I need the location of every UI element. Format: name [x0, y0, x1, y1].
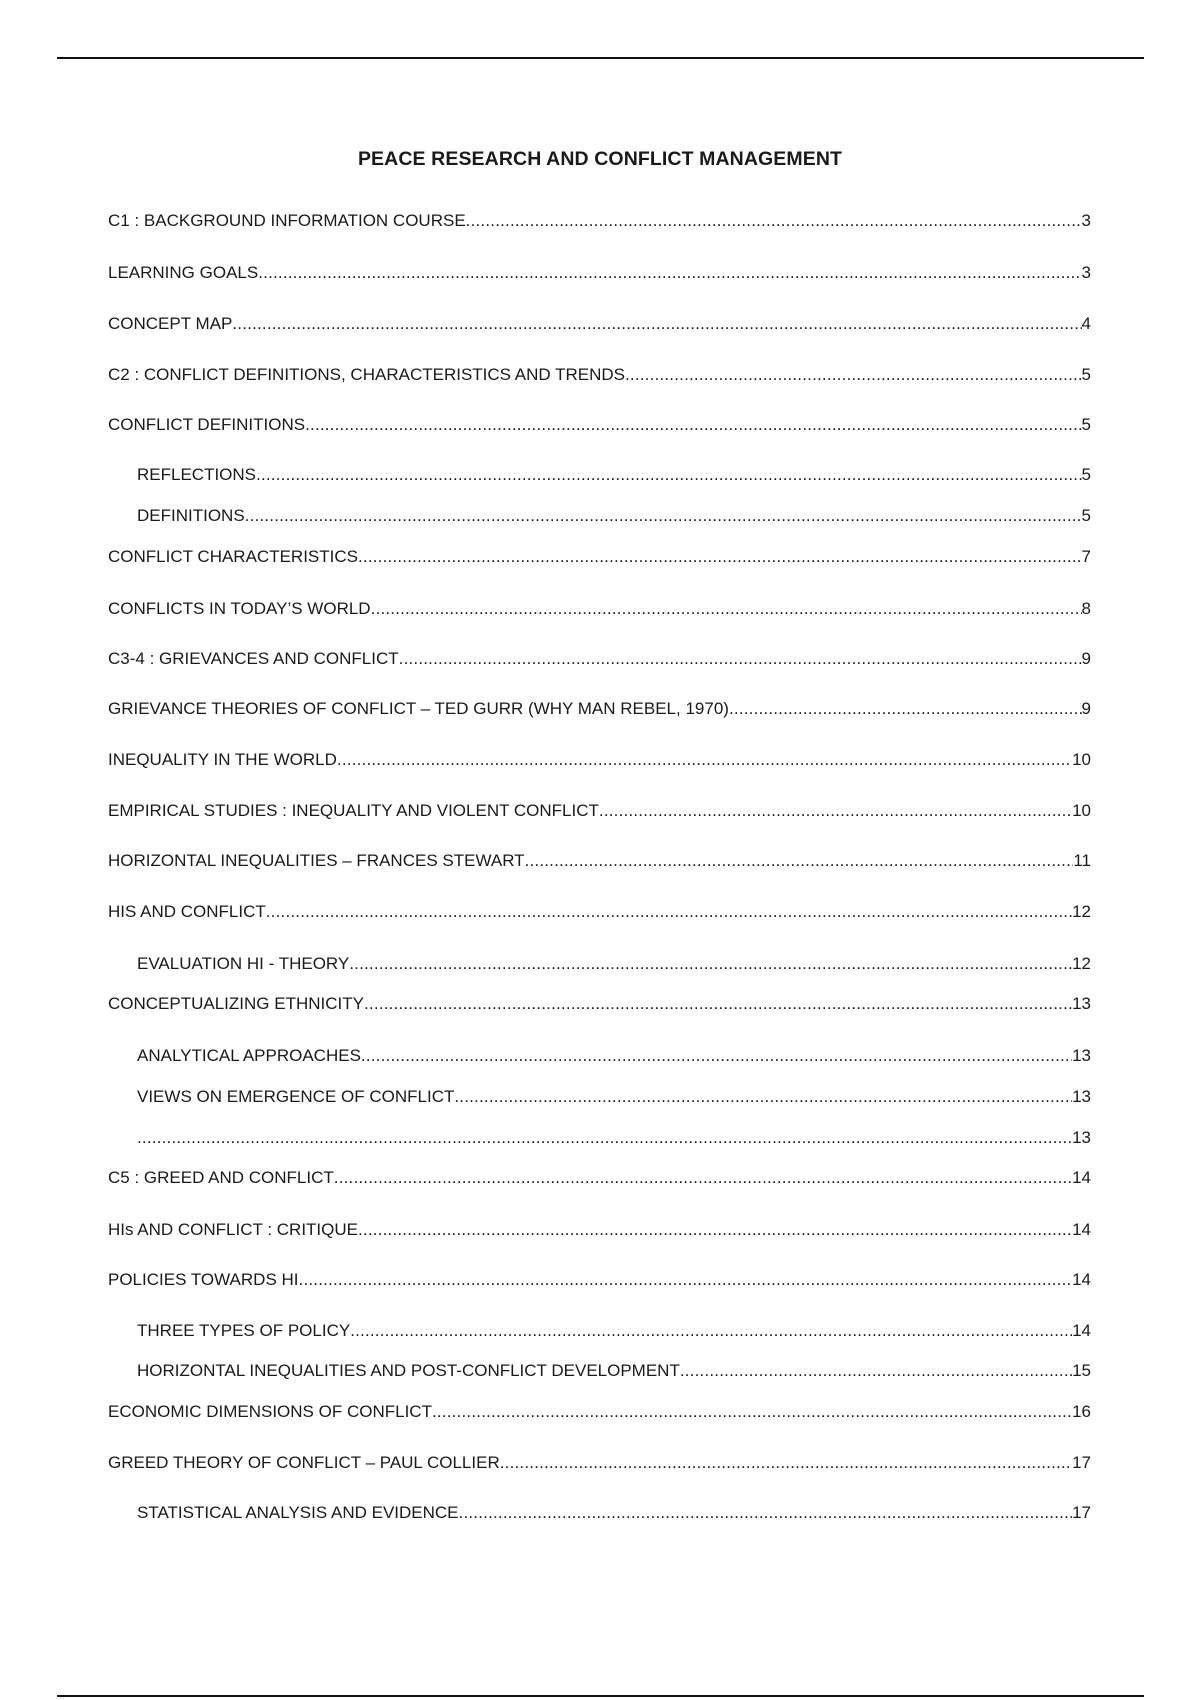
toc-entry[interactable] [137, 505, 1091, 527]
toc-entry[interactable] [108, 749, 1091, 771]
toc-page-number: 8 [1081, 599, 1091, 618]
toc-entry[interactable] [108, 901, 1091, 923]
toc-entry[interactable] [108, 850, 1091, 872]
toc-entry-label: INEQUALITY IN THE WORLD [108, 750, 337, 769]
toc-entry-label: HIs AND CONFLICT : CRITIQUE [108, 1220, 358, 1239]
toc-entry-label: VIEWS ON EMERGENCE OF CONFLICT [137, 1087, 455, 1106]
toc-dot-leader [625, 364, 1082, 386]
toc-dot-leader [729, 698, 1082, 720]
toc-dot-leader [232, 313, 1081, 335]
toc-dot-leader [305, 414, 1081, 436]
toc-page-number: 5 [1081, 506, 1091, 525]
toc-dot-leader [337, 749, 1072, 771]
toc-dot-leader [599, 800, 1072, 822]
toc-entry[interactable] [108, 800, 1091, 822]
toc-dot-leader [358, 1219, 1072, 1241]
toc-entry[interactable] [108, 313, 1091, 335]
toc-dot-leader [466, 210, 1082, 232]
toc-page-number: 5 [1081, 465, 1091, 484]
toc-page-number: 10 [1072, 801, 1091, 820]
toc-dot-leader [137, 1127, 1072, 1149]
toc-entry[interactable] [108, 364, 1091, 386]
toc-page-number: 17 [1072, 1453, 1091, 1472]
toc-entry[interactable] [108, 1401, 1091, 1423]
toc-dot-leader [500, 1452, 1072, 1474]
toc-entry[interactable] [108, 648, 1091, 670]
toc-entry-label: ANALYTICAL APPROACHES [137, 1046, 361, 1065]
toc-entry-label: GREED THEORY OF CONFLICT – PAUL COLLIER [108, 1453, 500, 1472]
toc-page-number: 10 [1072, 750, 1091, 769]
toc-entry[interactable] [137, 1360, 1091, 1382]
toc-entry-label: DEFINITIONS [137, 506, 245, 525]
toc-entry[interactable] [137, 1127, 1091, 1149]
toc-dot-leader [364, 993, 1072, 1015]
toc-dot-leader [459, 1502, 1073, 1524]
toc-entry-label: CONFLICTS IN TODAY’S WORLD [108, 599, 371, 618]
toc-page-number: 13 [1072, 1046, 1091, 1065]
toc-entry-label: GRIEVANCE THEORIES OF CONFLICT – TED GURR (WHY MAN REBEL, 1970) [108, 699, 729, 718]
toc-entry[interactable] [137, 1502, 1091, 1524]
toc-dot-leader [258, 262, 1081, 284]
toc-entry[interactable] [108, 546, 1091, 568]
toc-dot-leader [371, 598, 1082, 620]
toc-dot-leader [432, 1401, 1072, 1423]
toc-entry-label: HIS AND CONFLICT [108, 902, 266, 921]
toc-dot-leader [525, 850, 1074, 872]
toc-dot-leader [361, 1045, 1072, 1067]
toc-entry[interactable] [108, 993, 1091, 1015]
toc-dot-leader [349, 953, 1072, 975]
toc-page-number: 12 [1072, 902, 1091, 921]
toc-entry-label: C5 : GREED AND CONFLICT [108, 1168, 334, 1187]
toc-dot-leader [399, 648, 1082, 670]
toc-entry[interactable] [137, 1086, 1091, 1108]
toc-entry[interactable] [137, 1320, 1091, 1342]
toc-entry-label: CONCEPT MAP [108, 314, 233, 333]
toc-entry-label: CONFLICT DEFINITIONS [108, 415, 306, 434]
toc-page-number: 14 [1072, 1270, 1091, 1289]
toc-entry[interactable] [137, 953, 1091, 975]
toc-entry-label: C3-4 : GRIEVANCES AND CONFLICT [108, 649, 399, 668]
toc-page-number: 13 [1072, 994, 1091, 1013]
toc-page-number: 3 [1081, 211, 1091, 230]
toc-entry[interactable] [108, 414, 1091, 436]
toc-page-number: 3 [1081, 263, 1091, 282]
toc-entry[interactable] [108, 1219, 1091, 1241]
toc-entry-label: EVALUATION HI - THEORY [137, 954, 350, 973]
toc-dot-leader [350, 1320, 1072, 1342]
toc-entry-label: ECONOMIC DIMENSIONS OF CONFLICT [108, 1402, 432, 1421]
toc-page-number: 16 [1072, 1402, 1091, 1421]
toc-page-number: 13 [1072, 1087, 1091, 1106]
toc-page-number: 13 [1072, 1128, 1091, 1147]
toc-entry-label: HORIZONTAL INEQUALITIES AND POST-CONFLICT DEVELOPMENT [137, 1361, 680, 1380]
toc-entry-label: POLICIES TOWARDS HI [108, 1270, 299, 1289]
header-rule [57, 57, 1144, 59]
toc-entry-label: C2 : CONFLICT DEFINITIONS, CHARACTERISTICS AND TRENDS [108, 365, 625, 384]
toc-entry-label: EMPIRICAL STUDIES : INEQUALITY AND VIOLENT CONFLICT [108, 801, 599, 820]
toc-entry-label: THREE TYPES OF POLICY [137, 1321, 351, 1340]
toc-page-number: 14 [1072, 1220, 1091, 1239]
toc-page-number: 14 [1072, 1321, 1091, 1340]
toc-entry-label: CONCEPTUALIZING ETHNICITY [108, 994, 364, 1013]
toc-dot-leader [358, 546, 1082, 568]
toc-page-number: 17 [1072, 1503, 1091, 1522]
toc-dot-leader [299, 1269, 1073, 1291]
toc-page-number: 11 [1073, 851, 1091, 870]
toc-entry-label: HORIZONTAL INEQUALITIES – FRANCES STEWART [108, 851, 525, 870]
toc-page-number: 9 [1081, 649, 1091, 668]
toc-dot-leader [334, 1167, 1072, 1189]
toc-dot-leader [245, 505, 1082, 527]
toc-page-number: 12 [1072, 954, 1091, 973]
toc-entry[interactable] [137, 1045, 1091, 1067]
toc-dot-leader [256, 464, 1082, 486]
toc-page-number: 7 [1081, 547, 1091, 566]
footer-rule [57, 1695, 1144, 1697]
toc-entry[interactable] [108, 1269, 1091, 1291]
toc-page-number: 9 [1081, 699, 1091, 718]
toc-entry-label: C1 : BACKGROUND INFORMATION COURSE [108, 211, 466, 230]
toc-entry[interactable] [108, 262, 1091, 284]
toc-page-number: 15 [1072, 1361, 1091, 1380]
toc-entry[interactable] [108, 698, 1091, 720]
toc-entry-label: REFLECTIONS [137, 465, 257, 484]
toc-entry-label: STATISTICAL ANALYSIS AND EVIDENCE [137, 1503, 459, 1522]
toc-dot-leader [454, 1086, 1072, 1108]
toc-entry[interactable] [108, 598, 1091, 620]
toc-page-number: 5 [1081, 415, 1091, 434]
document-title: PEACE RESEARCH AND CONFLICT MANAGEMENT [357, 148, 843, 170]
toc-dot-leader [680, 1360, 1072, 1382]
toc-page-number: 5 [1081, 365, 1091, 384]
toc-entry[interactable] [108, 210, 1091, 232]
toc-entry-label: LEARNING GOALS [108, 263, 259, 282]
toc-entry[interactable] [108, 1452, 1091, 1474]
toc-page-number: 4 [1081, 314, 1091, 333]
toc-page-number: 14 [1072, 1168, 1091, 1187]
toc-entry[interactable] [108, 1167, 1091, 1189]
toc-entry[interactable] [137, 464, 1091, 486]
toc-dot-leader [266, 901, 1072, 923]
toc-entry-label: CONFLICT CHARACTERISTICS [108, 547, 358, 566]
